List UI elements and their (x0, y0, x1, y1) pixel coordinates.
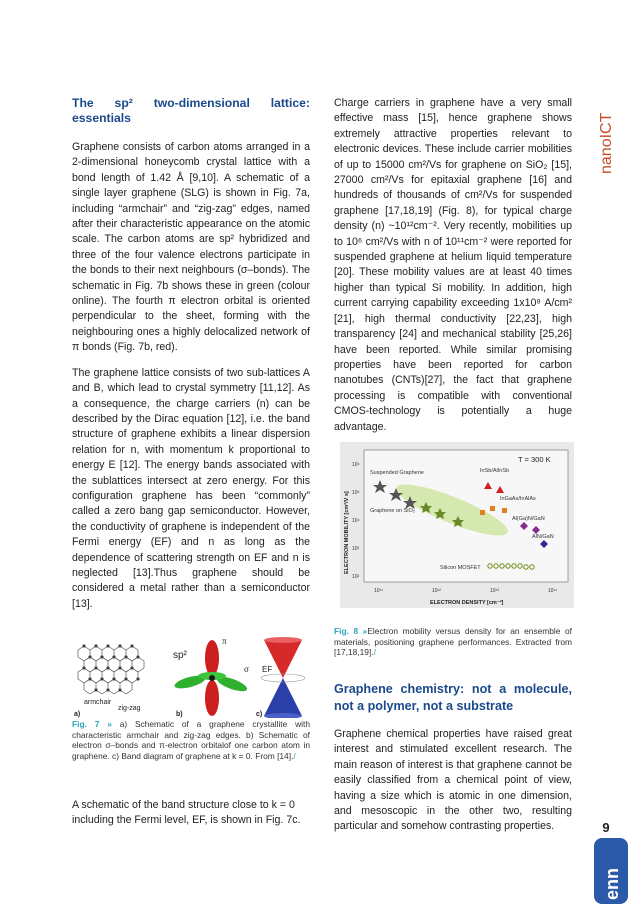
figure-7-caption-text: a) Schematic of a graphene crystallite with characteristic armchair and zig-zag edges. b) Schematic of electron σ–bonds and π-electron orbitalof one carbon atom in graphene. c) Band diagram of graphene at k = 0. From [14]. (72, 719, 311, 761)
chart-ytick-2: 10⁴ (352, 518, 360, 524)
paragraph-lattice-1: Graphene consists of carbon atoms arranged in a 2-dimensional honeycomb crystal lattice with a bond length of 1.42 Å [9,10]. A schematic of a single layer graphene (SLG) is shown in Fig. 7a, including “armchair” and “zig-zag” edges, named after their characteristic appearance on the atomic scale. The carbon atoms are sp² hybridized and three of the four valence electrons participate in the bonds to their next neighbours (σ–bonds). The schematic in Fig. 7b shows these in green (colour online). The fourth π electron orbital is oriented perpendicular to the sheet, forming with the neighbouring ones a highly delocalized network of π bonds (Fig. 7b, red). (72, 141, 310, 354)
label-armchair: armchair (84, 699, 112, 706)
chart-legend-suspended: Suspended Graphene (370, 470, 424, 476)
chart-xtick-3: 10¹⁴ (548, 588, 558, 594)
figure-8-caption (334, 626, 572, 658)
label-a: a) (74, 711, 81, 718)
figure-8-caption-end: / (373, 647, 376, 658)
label-sp2: sp² (173, 650, 187, 661)
label-b: b) (176, 711, 183, 718)
figure-8 (340, 442, 574, 608)
label-ef: EF (262, 665, 273, 674)
chart-legend-ingaas: InGaAs/InAlAs (500, 496, 536, 502)
chart-xlabel: ELECTRON DENSITY [cm⁻²] (430, 600, 504, 606)
chart-ytick-1: 10⁵ (352, 490, 360, 496)
chart-legend-algan: Al(Ga)N/GaN (512, 516, 545, 522)
figure-8-caption-text: Electron mobility versus density for an ensemble of materials, positioning graphene performances. Extracted from [17,18,19]. (334, 626, 572, 658)
chart-title: T = 300 K (518, 455, 551, 464)
page-number: 9 (602, 820, 610, 835)
paragraph-lattice-2: The graphene lattice consists of two sub-lattices A and B, which lead to crystal symmetry [11,12]. As a consequence, the charge carriers (n) can be described by the Dirac equation [12], i.e. the band structure of graphene exhibits a linear dispersion relation for n, with momentum k proportional to energy E [12]. The energy bands associated with the sublattices intersect at zero energy. For this configuration graphene has been “commonly” called a zero bang gap semiconductor. However, the conductivity of graphene is independent of the Fermi energy (EF) and n as long as the dependence of scattering strength on EF and n is neglected [13].Thus graphene should be considered a metal rather than a semiconductor [13]. (72, 366, 310, 610)
chart-legend-mosfet: Silicon MOSFET (440, 565, 481, 571)
figure-7-caption (72, 719, 310, 761)
section-heading-chemistry: Graphene chemistry: not a molecule, not a polymer, not a substrate (334, 682, 572, 713)
label-c: c) (256, 711, 263, 718)
dirac-cone-illustration (261, 637, 305, 718)
chart-xtick-1: 10¹² (432, 588, 441, 594)
chart-ylabel: ELECTRON MOBILITY [cm²/V s] (344, 491, 350, 574)
chart-xtick-0: 10¹¹ (374, 588, 383, 594)
figure-7-caption-label: Fig. 7 » (72, 719, 112, 729)
label-pi: π (222, 636, 227, 646)
enn-logo-text: enn (602, 867, 622, 900)
chart-ytick-4: 10² (352, 574, 360, 580)
chemistry-section (334, 681, 572, 845)
figure-7 (72, 636, 310, 718)
figure-7-caption-end: / (293, 750, 296, 761)
left-column (72, 96, 310, 622)
enn-logo (588, 838, 628, 904)
label-sigma: σ (244, 664, 249, 674)
chart-ytick-0: 10⁶ (352, 462, 360, 468)
chart-legend-aln: AlN/GaN (532, 534, 554, 540)
right-column (334, 96, 572, 445)
chart-legend-sio2: Graphene on SiO₂ (370, 508, 415, 514)
brand-nanoict-sidebar (594, 98, 616, 176)
chart-xtick-2: 10¹³ (490, 588, 499, 594)
brand-nanoict-text: nanoICT (598, 112, 615, 174)
paragraph-band-structure: A schematic of the band structure close to k = 0 including the Fermi level, EF, is shown in Fig. 7c. (72, 799, 301, 827)
chart-ytick-3: 10³ (352, 546, 360, 552)
section-heading-lattice: The sp² two-dimensional lattice: essentials (72, 96, 310, 125)
paragraph-mobility: Charge carriers in graphene have a very small effective mass [15], hence graphene shows extremely attractive properties relevant to electronic devices. These include carrier mobilities of up to 15000 cm²/Vs for graphene on SiO₂ [15], 27000 cm²/Vs for epitaxial graphene [16] and hundreds of thousands of cm²/Vs for suspended graphene [17,18,19] (Fig. 8), for typical charge density (n) ~10¹²cm⁻². Very recently, mobilities up to 10⁶ cm²/Vs with n of 10¹¹cm⁻² were reported for suspended graphene at helium liquid temperature [20]. These mobility values are at least 40 times higher than typical Si mobility. In addition, high current carrying capability exceeding 1x10⁸ A/cm² [21], high thermal conductivity [22,23], high transparency [24] and mechanical stability [25,26] have been reported. While similar promising properties have been reported for carbon nanotubes (CNTs)[27], the fact that graphene processing is compatible with conventional CMOS-technology is potentially a huge advantage. (334, 97, 572, 433)
label-zigzag: zig-zag (118, 705, 141, 712)
paragraph-chemistry: Graphene chemical properties have raised great interest and stimulated excellent research. The main reason of interest is that graphene cannot be easily classified from a chemical point of view, having a size which is atomic in one dimension, and mesoscopic in the other two, resulting particular and somehow contrasting properties. (334, 728, 572, 833)
chart-legend-insb: InSb/AlInSb (480, 468, 510, 474)
figure-8-caption-label: Fig. 8 » (334, 626, 368, 636)
graphene-lattice-illustration (78, 645, 144, 694)
